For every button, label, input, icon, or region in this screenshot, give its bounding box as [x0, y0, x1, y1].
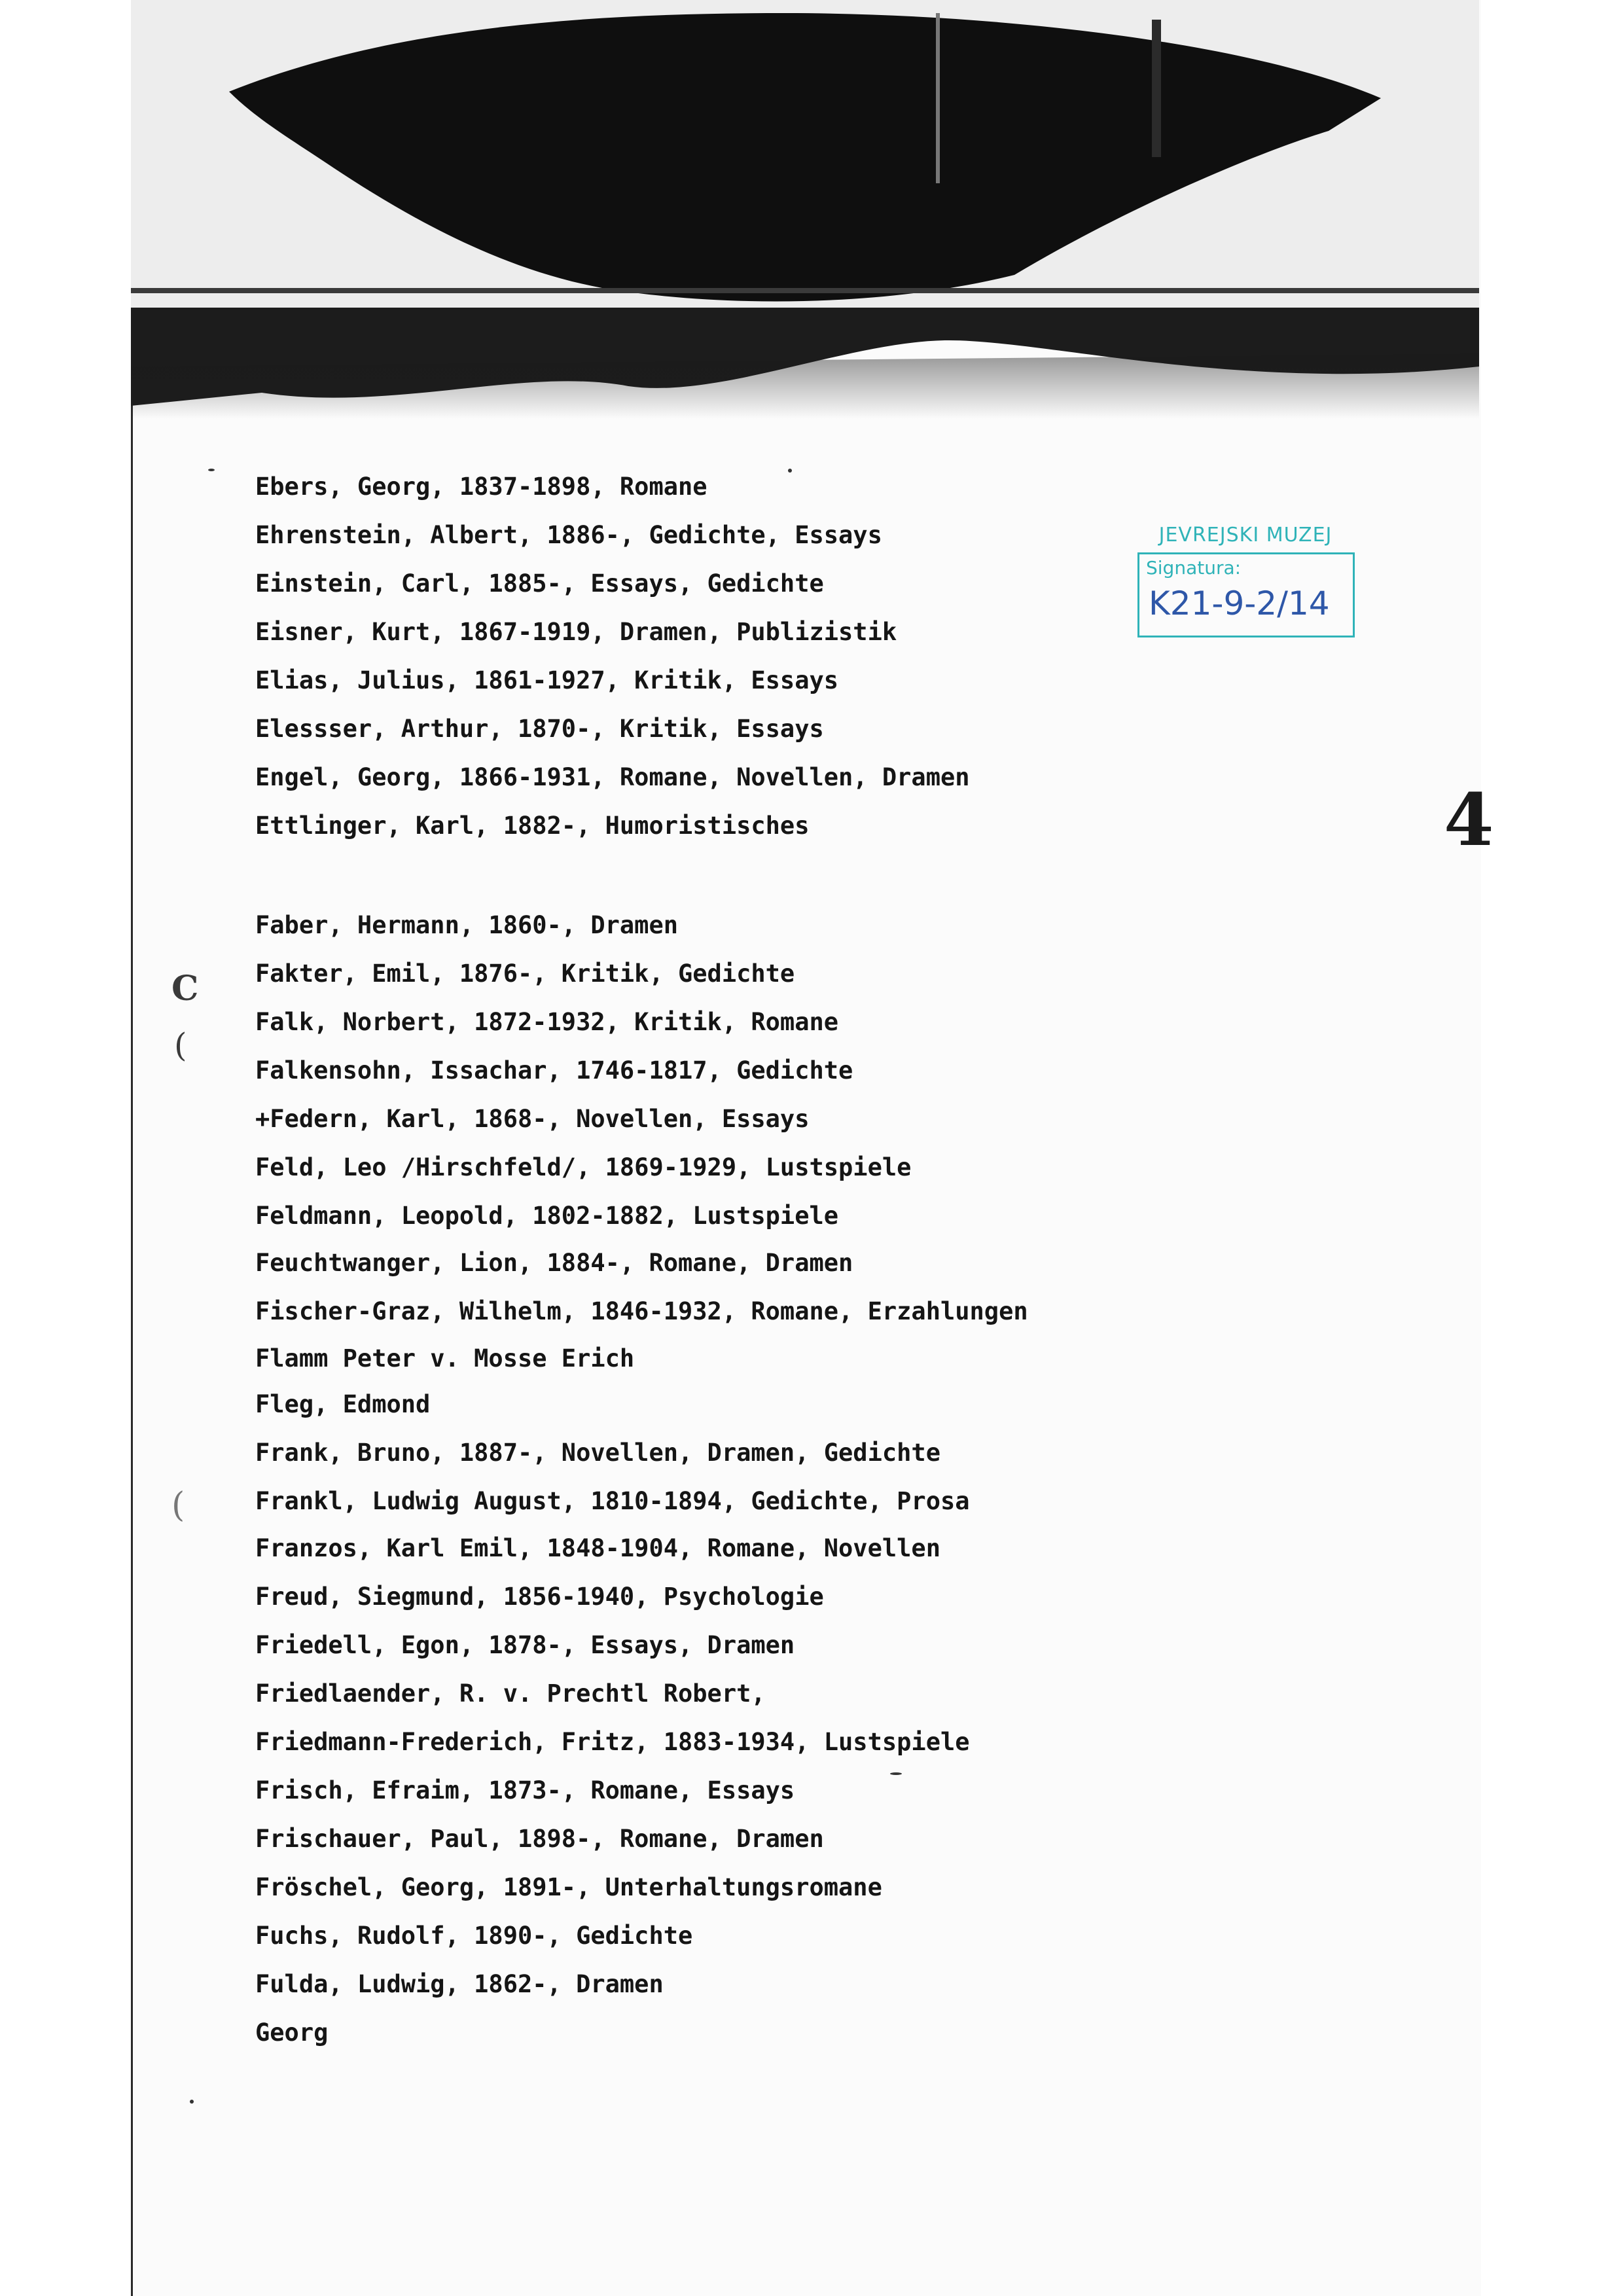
list-item: Elessser, Arthur, 1870-, Kritik, Essays	[255, 715, 824, 743]
page-number-mark: 4	[1444, 778, 1494, 862]
list-item: Eisner, Kurt, 1867-1919, Dramen, Publizistik	[255, 618, 897, 646]
list-item: Frischauer, Paul, 1898-, Romane, Dramen	[255, 1825, 824, 1853]
scan-speck	[788, 469, 792, 473]
list-item: Franzos, Karl Emil, 1848-1904, Romane, Novellen	[255, 1534, 940, 1562]
list-item: Friedell, Egon, 1878-, Essays, Dramen	[255, 1631, 795, 1659]
stamp-title: JEVREJSKI MUZEJ	[1158, 524, 1333, 547]
list-item: Fuchs, Rudolf, 1890-, Gedichte	[255, 1922, 693, 1950]
stamp-box	[1137, 552, 1355, 637]
list-item: Fröschel, Georg, 1891-, Unterhaltungsromane	[255, 1873, 882, 1901]
list-item: Feld, Leo /Hirschfeld/, 1869-1929, Lustspiele	[255, 1153, 912, 1181]
list-item: Ettlinger, Karl, 1882-, Humoristisches	[255, 812, 810, 840]
list-item: Friedmann-Frederich, Fritz, 1883-1934, Lustspiele	[255, 1728, 970, 1756]
margin-mark: (	[174, 1026, 187, 1064]
list-item: Fakter, Emil, 1876-, Kritik, Gedichte	[255, 960, 795, 988]
list-item: Einstein, Carl, 1885-, Essays, Gedichte	[255, 569, 824, 598]
list-item: Frankl, Ludwig August, 1810-1894, Gedichte, Prosa	[255, 1487, 970, 1515]
list-item: Feuchtwanger, Lion, 1884-, Romane, Dramen	[255, 1249, 853, 1277]
list-item: Freud, Siegmund, 1856-1940, Psychologie	[255, 1583, 824, 1611]
list-item: +Federn, Karl, 1868-, Novellen, Essays	[255, 1105, 810, 1133]
list-item: Frank, Bruno, 1887-, Novellen, Dramen, Gedichte	[255, 1439, 940, 1467]
list-item: Fischer-Graz, Wilhelm, 1846-1932, Romane, Erzahlungen	[255, 1297, 1028, 1325]
list-item: Fleg, Edmond	[255, 1390, 431, 1418]
list-item: Flamm Peter v. Mosse Erich	[255, 1344, 635, 1372]
list-item: Ehrenstein, Albert, 1886-, Gedichte, Essays	[255, 521, 882, 549]
museum-stamp	[1137, 524, 1353, 636]
margin-mark: C	[171, 969, 199, 1009]
photocopy-dark-artifact	[131, 0, 1479, 419]
list-item: Engel, Georg, 1866-1931, Romane, Novellen, Dramen	[255, 763, 970, 791]
list-item: Falkensohn, Issachar, 1746-1817, Gedichte	[255, 1056, 853, 1085]
list-item: Falk, Norbert, 1872-1932, Kritik, Romane	[255, 1008, 839, 1036]
scan-speck	[890, 1772, 902, 1775]
list-item: Fulda, Ludwig, 1862-, Dramen	[255, 1970, 664, 1998]
scan-speck	[190, 2100, 194, 2104]
margin-mark: (	[171, 1486, 185, 1525]
stamp-signature-label: Signatura:	[1146, 557, 1242, 579]
stamp-signature-value: K21-9-2/14	[1149, 584, 1330, 622]
list-item: Ebers, Georg, 1837-1898, Romane	[255, 473, 707, 501]
list-item: Elias, Julius, 1861-1927, Kritik, Essays	[255, 666, 839, 694]
list-item: Frisch, Efraim, 1873-, Romane, Essays	[255, 1776, 795, 1804]
list-item: Georg	[255, 2018, 329, 2047]
scan-speck	[208, 469, 215, 471]
list-item: Feldmann, Leopold, 1802-1882, Lustspiele	[255, 1202, 839, 1230]
list-item: Friedlaender, R. v. Prechtl Robert,	[255, 1679, 766, 1708]
list-item: Faber, Hermann, 1860-, Dramen	[255, 911, 679, 939]
